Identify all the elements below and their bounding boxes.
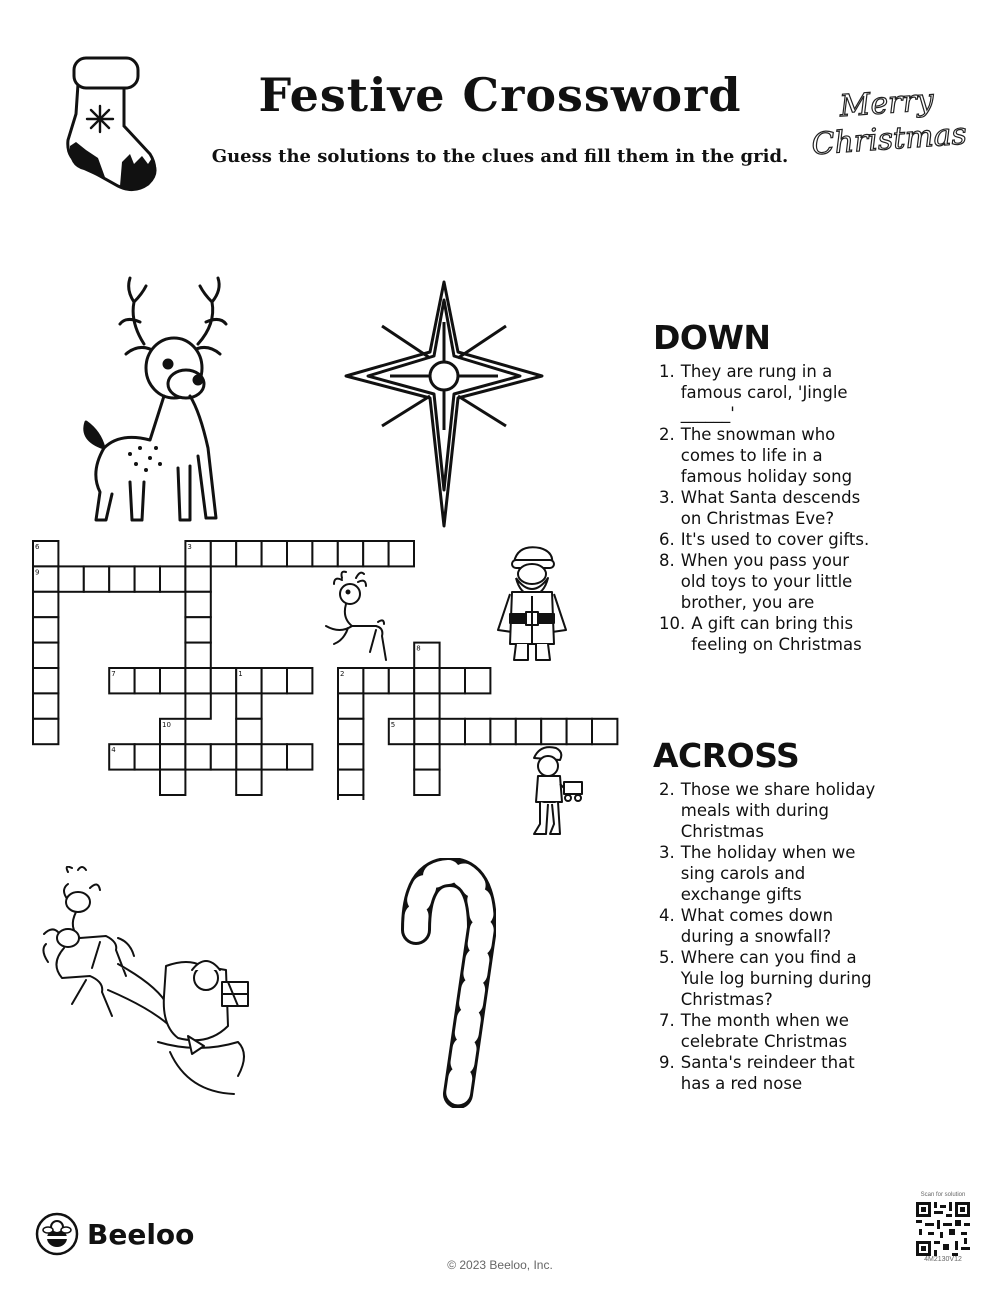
copyright-text: © 2023 Beeloo, Inc. (447, 1258, 553, 1272)
grid-number: 6 (35, 543, 40, 551)
page-subtitle: Guess the solutions to the clues and fill them in the grid. (211, 146, 789, 167)
grid-number: 10 (162, 720, 171, 729)
grid-number: 9 (35, 568, 40, 577)
across-clues (653, 736, 878, 1094)
clue-item: 6. It's used to cover gifts. (659, 530, 870, 549)
qr-code-icon[interactable] (916, 1202, 970, 1256)
star-illustration (342, 280, 546, 530)
across-heading: ACROSS (653, 736, 800, 775)
grid-number: 2 (340, 670, 345, 678)
grid-number: 5 (390, 720, 396, 729)
bee-icon (35, 1212, 79, 1256)
grid-number: 3 (187, 543, 192, 551)
reindeer-illustration (60, 272, 250, 527)
small-reindeer-illustration (312, 570, 392, 665)
sleigh-illustration (38, 866, 260, 1098)
clue-item: 7. The month when we celebrate Christmas (659, 1011, 849, 1051)
qr-code-id: 4M2130V12 (924, 1256, 962, 1263)
clue-item: 3. The holiday when we sing carols and exchange gifts (659, 843, 856, 904)
clue-item: 5. Where can you find a Yule log burning during Christmas? (659, 948, 872, 1009)
grid-number: 8 (416, 644, 421, 653)
clue-item: 1. They are rung in a famous carol, 'Jingle ______' (659, 362, 848, 423)
clue-item: 8. When you pass your old toys to your little brother, you are (659, 551, 853, 612)
elf-illustration (530, 744, 590, 840)
merry-christmas-lettering: Merry Christmas (810, 82, 968, 163)
down-heading: DOWN (653, 318, 771, 357)
brand-name: Beeloo (87, 1217, 195, 1251)
santa-illustration (488, 544, 574, 664)
clue-item: 10. A gift can bring this feeling on Christmas (659, 614, 862, 654)
grid-number: 7 (111, 670, 116, 678)
across-clue-list (653, 779, 878, 1094)
qr-label: Scan for solution (920, 1192, 966, 1198)
candy-cane-illustration (386, 858, 496, 1108)
clue-item: 9. Santa's reindeer that has a red nose (659, 1053, 855, 1093)
page-title: Festive Crossword (258, 68, 742, 122)
beeloo-logo[interactable] (35, 1212, 194, 1256)
down-clues (653, 318, 878, 655)
clue-item: 4. What comes down during a snowfall? (659, 906, 834, 946)
down-clue-list (653, 361, 878, 655)
clue-item: 3. What Santa descends on Christmas Eve? (659, 488, 861, 528)
grid-number: 1 (238, 670, 243, 678)
clue-item: 2. Those we share holiday meals with during Christmas (659, 780, 876, 841)
grid-number: 4 (111, 746, 116, 755)
clue-item: 2. The snowman who comes to life in a famous holiday song (659, 425, 853, 486)
